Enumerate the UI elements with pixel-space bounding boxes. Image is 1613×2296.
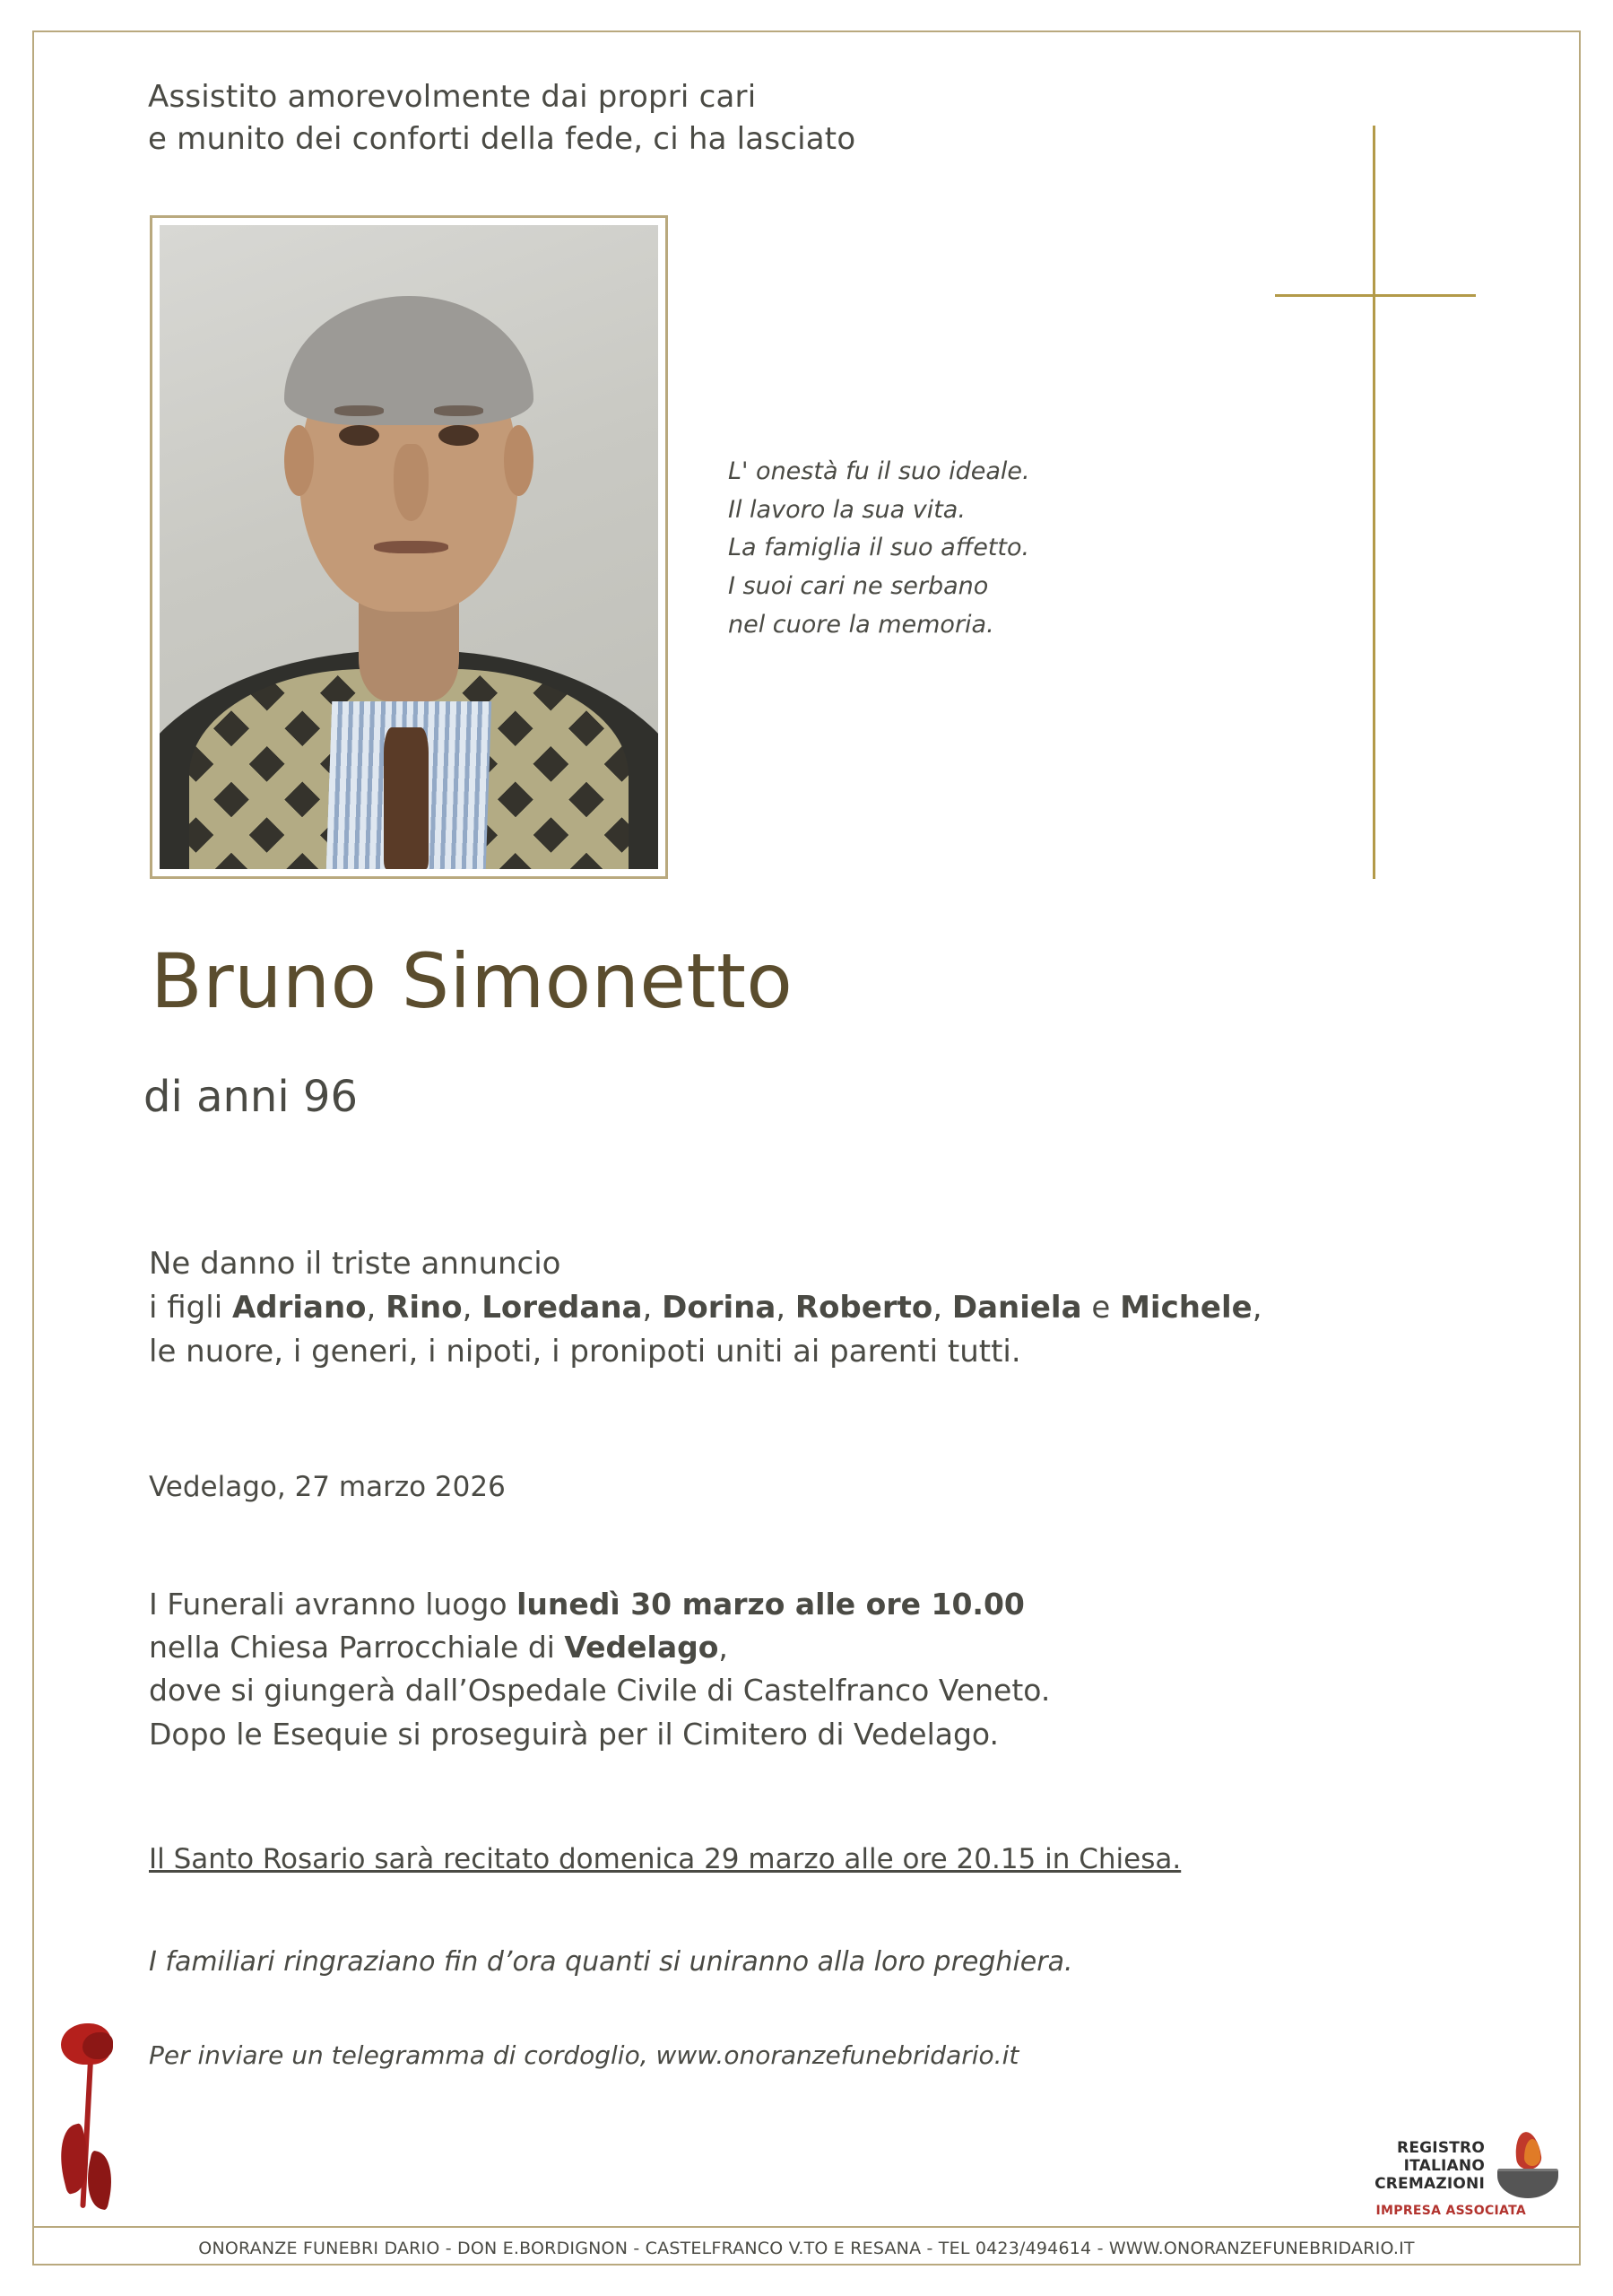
flame-icon [1494, 2132, 1564, 2204]
quote-line-2: La famiglia il suo affetto. [728, 534, 1030, 562]
children-separator: , [366, 1289, 386, 1326]
cremation-registry-logo [1350, 2130, 1565, 2238]
quote-line-0: L' onestà fu il suo ideale. [728, 457, 1030, 485]
memorial-quote [728, 453, 1030, 644]
announcement-line-3: le nuore, i generi, i nipoti, i pronipoti uniti ai parenti tutti. [149, 1333, 1021, 1370]
quote-line-1: Il lavoro la sua vita. [728, 495, 966, 524]
flower-icon [43, 2018, 137, 2215]
funeral-line-2-suffix: , [718, 1630, 728, 1665]
flower-bud-inner [82, 2032, 113, 2059]
announcement-block [149, 1242, 1262, 1374]
child-name: Roberto [794, 1289, 933, 1326]
child-name: Michele [1120, 1289, 1253, 1326]
urn-bowl [1497, 2171, 1558, 2198]
intro-line-1: Assistito amorevolmente dai propri cari [148, 79, 757, 115]
children-separator: , [776, 1289, 795, 1326]
children-line-suffix: , [1252, 1289, 1262, 1326]
deceased-age: di anni 96 [143, 1072, 358, 1122]
funeral-church-town: Vedelago [564, 1630, 719, 1665]
cremation-logo-line-2: ITALIANO [1403, 2157, 1485, 2176]
footer-divider [32, 2226, 1581, 2228]
funeral-datetime: lunedì 30 marzo alle ore 10.00 [516, 1587, 1025, 1622]
child-name: Daniela [951, 1289, 1082, 1326]
place-and-date: Vedelago, 27 marzo 2026 [149, 1471, 506, 1503]
footer-text: ONORANZE FUNEBRI DARIO - DON E.BORDIGNON - CASTELFRANCO V.TO E RESANA - TEL 0423/494614 - WWW.ONORANZEFUNEBRIDARIO.IT [198, 2239, 1415, 2258]
child-name: Adriano [231, 1289, 367, 1326]
cremation-logo-text [1350, 2139, 1485, 2193]
portrait-frame [150, 215, 668, 879]
funeral-line-3: dove si giungerà dall’Ospedale Civile di Castelfranco Veneto. [149, 1673, 1051, 1709]
rosary-note: Il Santo Rosario sarà recitato domenica 29 marzo alle ore 20.15 in Chiesa. [149, 1843, 1182, 1875]
deceased-name: Bruno Simonetto [151, 937, 793, 1025]
children-separator: e [1081, 1289, 1121, 1326]
announcement-children-line [149, 1286, 1262, 1330]
funeral-line-2-prefix: nella Chiesa Parrocchiale di [149, 1630, 565, 1665]
child-name: Dorina [662, 1289, 776, 1326]
funeral-details [149, 1583, 1050, 1756]
funeral-line-1 [149, 1583, 1050, 1626]
photo-mouth [374, 541, 448, 553]
child-name: Loredana [481, 1289, 643, 1326]
children-line-prefix: i figli [149, 1289, 232, 1326]
funeral-line-4: Dopo le Esequie si proseguirà per il Cimitero di Vedelago. [149, 1716, 1000, 1752]
cremation-logo-line-3: CREMAZIONI [1375, 2175, 1485, 2194]
intro-text [148, 76, 1134, 161]
quote-line-4: nel cuore la memoria. [728, 610, 994, 639]
funeral-line-1-prefix: I Funerali avranno luogo [149, 1587, 517, 1622]
announcement-line-1: Ne danno il triste annuncio [149, 1246, 561, 1282]
cross-icon-crossbar [1275, 294, 1476, 297]
photo-ear-left [284, 425, 314, 496]
cremation-logo-line-1: REGISTRO [1397, 2139, 1485, 2157]
photo-brow-right [434, 405, 484, 415]
cremation-logo-associated: IMPRESA ASSOCIATA [1375, 2204, 1526, 2218]
telegram-note: Per inviare un telegramma di cordoglio, www.onoranzefunebridario.it [149, 2040, 1019, 2070]
children-separator: , [462, 1289, 482, 1326]
photo-eye-left [339, 425, 378, 446]
quote-line-3: I suoi cari ne serbano [728, 571, 989, 600]
children-separator: , [642, 1289, 663, 1326]
photo-ear-right [504, 425, 533, 496]
child-name: Rino [386, 1289, 463, 1326]
portrait-photo [160, 225, 658, 869]
children-separator: , [932, 1289, 952, 1326]
intro-line-2: e munito dei conforti della fede, ci ha lasciato [148, 120, 856, 157]
photo-brow-left [334, 405, 385, 415]
photo-eye-right [438, 425, 478, 446]
funeral-line-2 [149, 1626, 1050, 1669]
family-thanks: I familiari ringraziano fin d’ora quanti si uniranno alla loro preghiera. [149, 1946, 1073, 1978]
photo-tie [384, 727, 429, 869]
cross-icon [1373, 126, 1375, 879]
